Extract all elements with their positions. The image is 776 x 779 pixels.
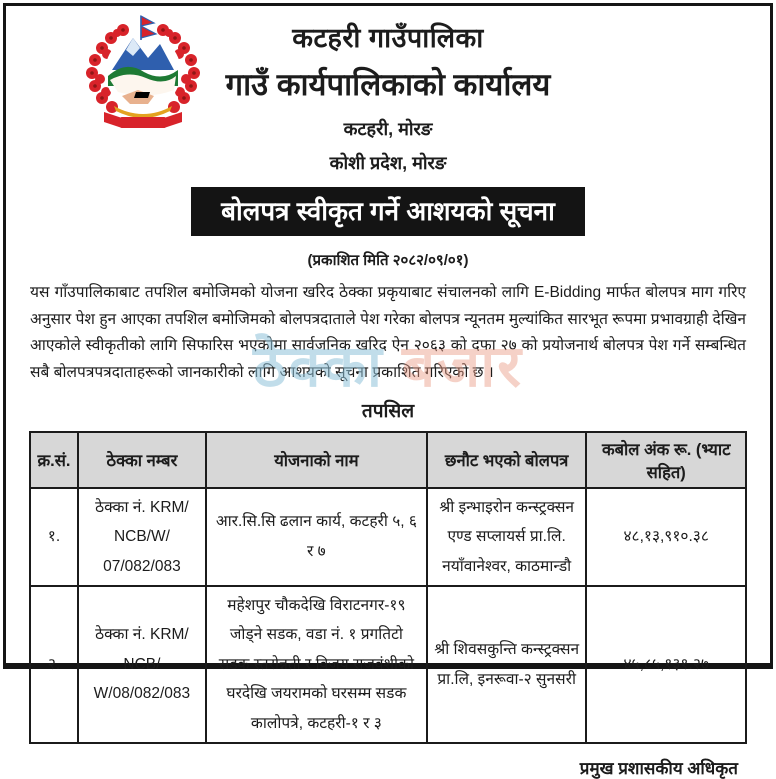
- cell-contract-no: ठेक्का नं. KRM/ NCB/ W/08/082/083: [78, 586, 206, 743]
- cell-selected-bidder: श्री इन्भाइरोन कन्स्ट्रक्सन एण्ड सप्लायर्स प्रा.लि. नयाँवानेश्वर, काठमान्डौ: [427, 488, 586, 586]
- header-serial-no: क्र.सं.: [30, 432, 78, 488]
- cell-serial-no: १.: [30, 488, 78, 586]
- header-contract-no: ठेक्का नम्बर: [78, 432, 206, 488]
- address-line-2: कोशी प्रदेश, मोरङ: [329, 153, 447, 173]
- header-project-name: योजनाको नाम: [206, 432, 427, 488]
- cell-project-name: महेशपुर चौकदेखि विराटनगर-१९ जोड्ने सडक, वडा नं. १ प्रगतिटो सडक स्तरोन्नती र विजय राजवंशीको घरदेखि जयरामको घरसम्म सडक कालोपत्रे, कटहरी-१ र ३: [206, 586, 427, 743]
- address-line-1: कटहरी, मोरङ: [343, 119, 433, 139]
- cell-selected-bidder: श्री शिवसकुन्ति कन्स्ट्रक्सन प्रा.लि, इनरूवा-२ सुनसरी: [427, 586, 586, 743]
- table-row: [30, 488, 746, 586]
- table-header-row: [30, 432, 746, 488]
- notice-body-paragraph: यस गाँउपालिकाबाट तपशिल बमोजिमको योजना खरिद ठेक्का प्रकृयाबाट संचालनको लागि E-Bidding मार्फत बोलपत्र माग गरिए अनुसार पेश हुन आएका तपशिल बमोजिमको बोलपत्रदाताले पेश गरेका बोलपत्र न्यूनतम मुल्यांकित सारभूत रूपमा प्रभावग्राही देखिन आएकोले स्वीकृतीको लागि सिफारिस भएकोमा सार्वजनिक खरिद ऐन २०६३ को दफा २७ को प्रयोजनार्थ बोलपत्र पेश गर्ने सम्बन्धित सबै बोलपत्रपत्रदाताहरूको जानकारीको लागि आशयको सूचना प्रकाशित गरिएको छ ।: [30, 284, 746, 381]
- notice-document: [3, 3, 773, 779]
- municipality-name: कटहरी गाउँपालिका: [292, 23, 484, 53]
- cell-project-name: आर.सि.सि ढलान कार्य, कटहरी ५, ६ र ७: [206, 488, 427, 586]
- cell-quoted-amount: ४५,८५,१३१.२७: [586, 586, 746, 743]
- table-row: [30, 586, 746, 743]
- cell-contract-no: ठेक्का नं. KRM/ NCB/W/ 07/082/083: [78, 488, 206, 586]
- letterhead: [6, 6, 770, 175]
- cell-serial-no: २.: [30, 586, 78, 743]
- header-selected-bid: छनौट भएको बोलपत्र: [427, 432, 586, 488]
- watermark-part-blue: ठेक्का: [253, 334, 384, 399]
- table-caption: तपसिल: [361, 400, 415, 422]
- watermark-part-red: बजार: [402, 334, 523, 399]
- cell-quoted-amount: ४८,१३,९१०.३८: [586, 488, 746, 586]
- header-quoted-amount: कबोल अंक रू. (भ्याट सहित): [586, 432, 746, 488]
- signature-title: प्रमुख प्रशासकीय अधिकृत: [579, 759, 738, 779]
- notice-title-banner: बोलपत्र स्वीकृत गर्ने आशयको सूचना: [191, 187, 585, 236]
- published-date: (प्रकाशित मिति २०८२/०९/०१): [307, 252, 469, 269]
- nepal-government-emblem-icon: [78, 14, 208, 134]
- office-name: गाउँ कार्यपालिकाको कार्यालय: [225, 67, 551, 102]
- bid-table: [29, 431, 747, 745]
